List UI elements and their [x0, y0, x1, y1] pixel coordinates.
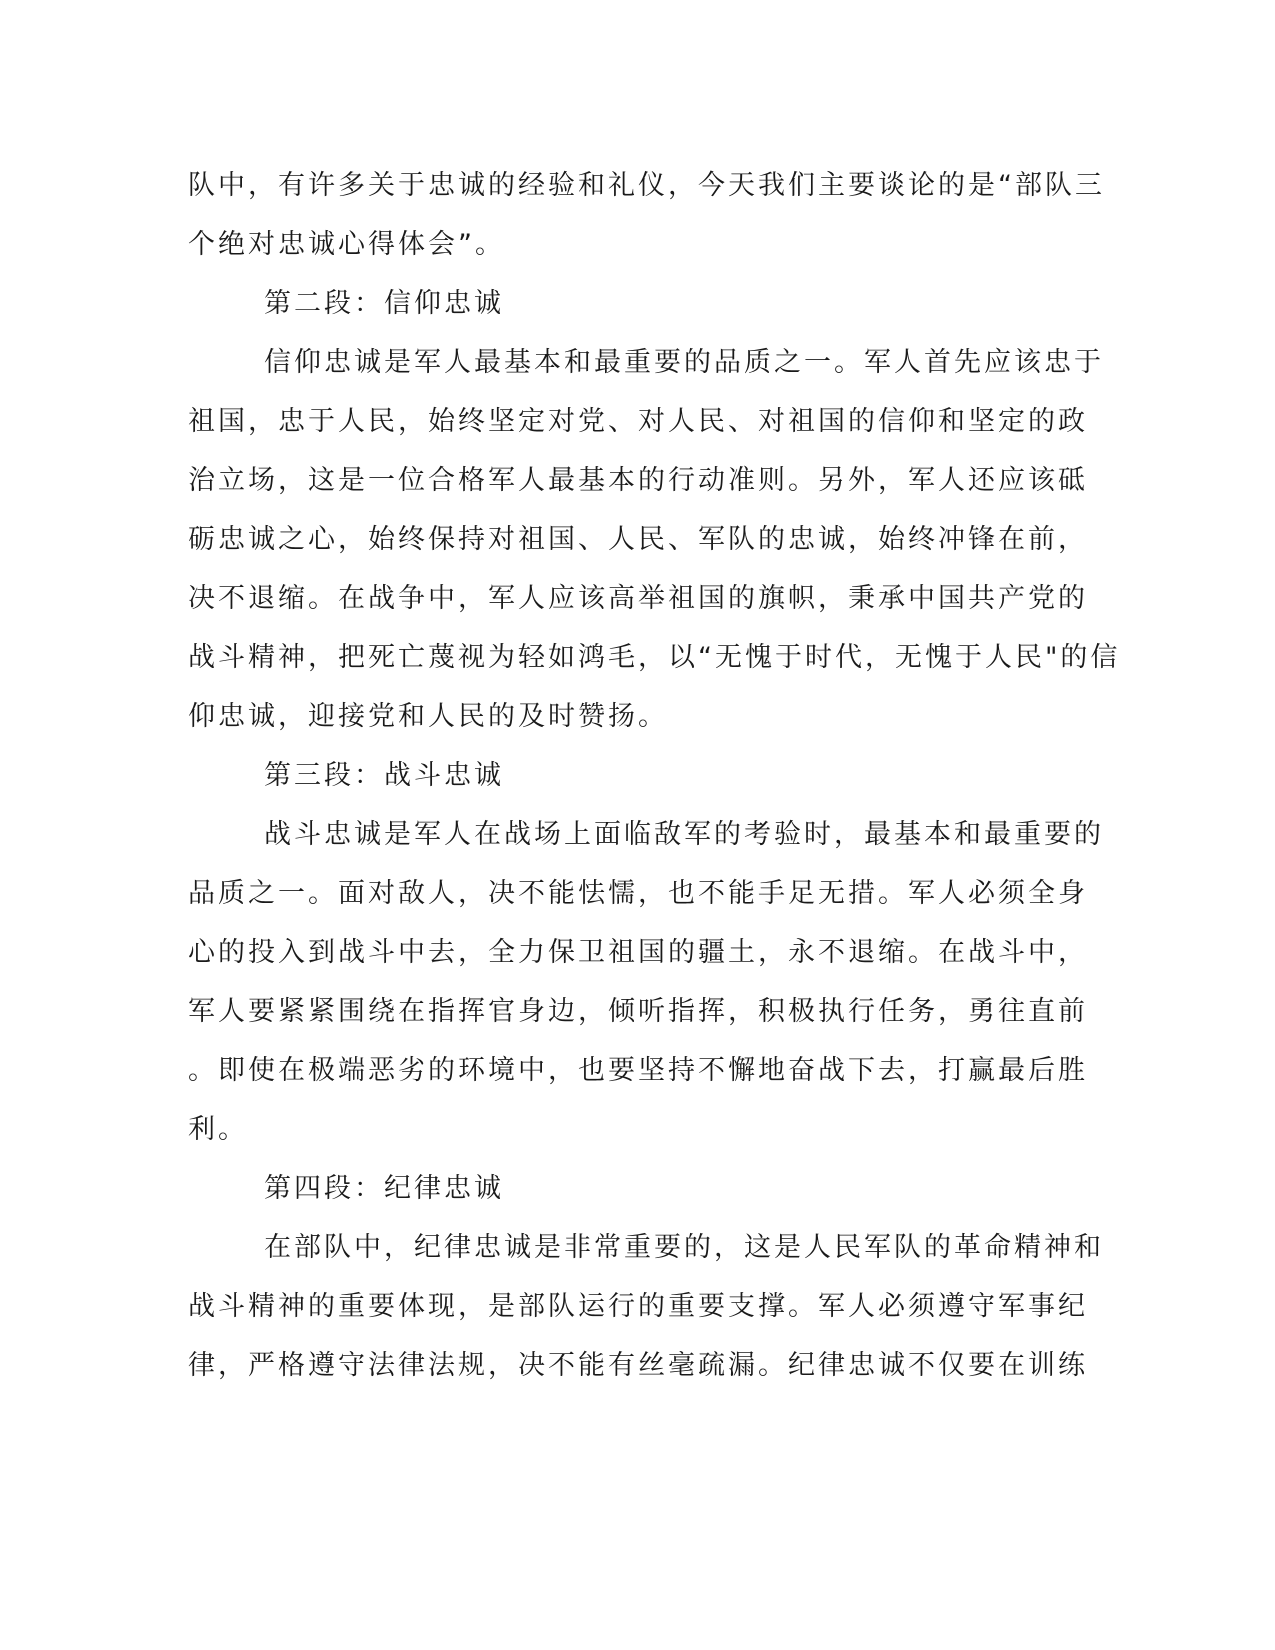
text-line: 品质之一。面对敌人，决不能怯懦，也不能手足无措。军人必须全身 — [188, 878, 1088, 909]
text-line: 。即使在极端恶劣的环境中，也要坚持不懈地奋战下去，打赢最后胜 — [188, 1055, 1088, 1086]
section-heading: 第三段：战斗忠诚 — [264, 760, 504, 791]
paragraph-first-line: 信仰忠诚是军人最基本和最重要的品质之一。军人首先应该忠于 — [264, 347, 1104, 378]
text-line: 仰忠诚，迎接党和人民的及时赞扬。 — [188, 701, 668, 732]
paragraph-first-line: 在部队中，纪律忠诚是非常重要的，这是人民军队的革命精神和 — [264, 1232, 1104, 1263]
text-line: 心的投入到战斗中去，全力保卫祖国的疆土，永不退缩。在战斗中， — [188, 937, 1088, 968]
text-line: 治立场，这是一位合格军人最基本的行动准则。另外，军人还应该砥 — [188, 465, 1088, 496]
body-text — [188, 156, 1121, 1395]
text-line: 队中，有许多关于忠诚的经验和礼仪，今天我们主要谈论的是“部队三 — [188, 170, 1105, 201]
text-line: 律，严格遵守法律法规，决不能有丝毫疏漏。纪律忠诚不仅要在训练 — [188, 1350, 1088, 1381]
text-line: 战斗精神的重要体现，是部队运行的重要支撑。军人必须遵守军事纪 — [188, 1291, 1088, 1322]
section-heading: 第二段：信仰忠诚 — [264, 288, 504, 319]
text-line: 军人要紧紧围绕在指挥官身边，倾听指挥，积极执行任务，勇往直前 — [188, 996, 1088, 1027]
text-line: 个绝对忠诚心得体会”。 — [188, 229, 505, 260]
text-line: 砺忠诚之心，始终保持对祖国、人民、军队的忠诚，始终冲锋在前， — [188, 524, 1088, 555]
text-line: 战斗精神，把死亡蔑视为轻如鸿毛，以“无愧于时代，无愧于人民"的信 — [188, 642, 1121, 673]
section-heading: 第四段：纪律忠诚 — [264, 1173, 504, 1204]
text-line: 利。 — [188, 1114, 248, 1145]
paragraph-first-line: 战斗忠诚是军人在战场上面临敌军的考验时，最基本和最重要的 — [264, 819, 1104, 850]
text-line: 祖国，忠于人民，始终坚定对党、对人民、对祖国的信仰和坚定的政 — [188, 406, 1088, 437]
text-line: 决不退缩。在战争中，军人应该高举祖国的旗帜，秉承中国共产党的 — [188, 583, 1088, 614]
